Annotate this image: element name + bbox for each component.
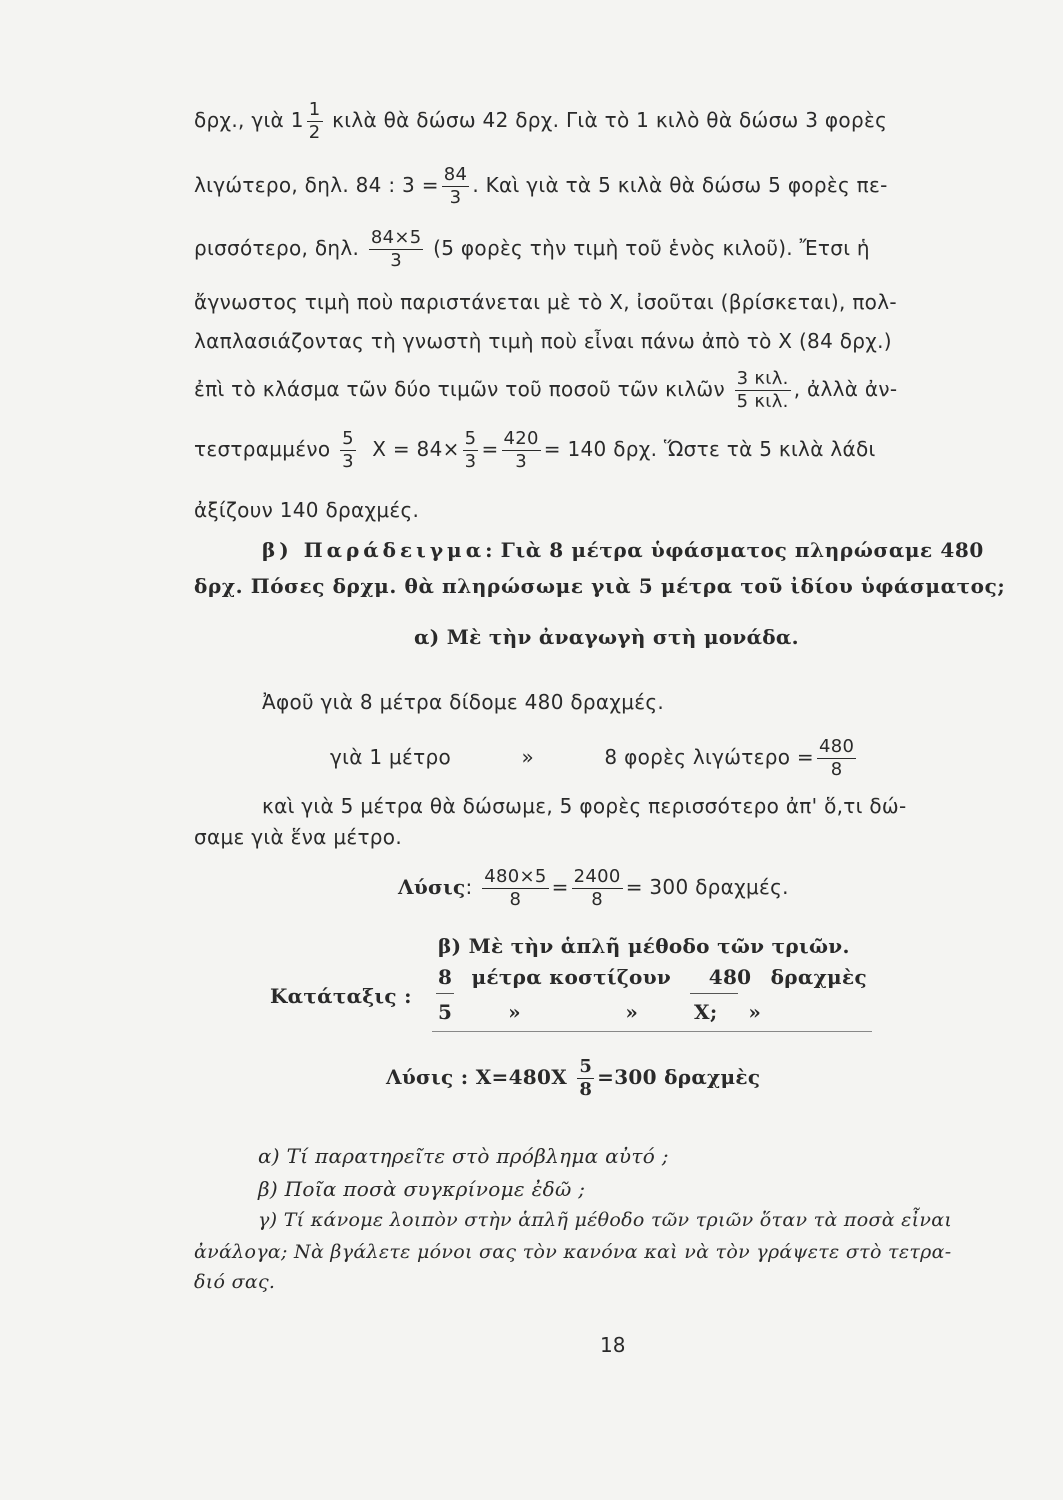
question-3-cont: ἀνάλογα; Νὰ βγάλετε μόνοι σας τὸν κανόνα καὶ νὰ τὸν γράψετε στὸ τετρα- <box>194 1241 952 1263</box>
text-line <box>194 101 887 142</box>
question-1: α) Τί παρατηρεῖτε στὸ πρόβλημα αὐτό ; <box>258 1144 669 1168</box>
solution-line: Λύσις: $\frac{480\times 5}{8}$ = $\frac{2400}{8}$ = 300 δραχμές. <box>398 866 789 910</box>
fraction: $\frac{480}{8}$ <box>819 736 855 780</box>
text-line: καὶ γιὰ 5 μέτρα θὰ δώσωμε, 5 φορὲς περισσότερο ἀπ' ὅ,τι δώ- <box>262 794 907 818</box>
kataxis-row-2: 5 » » Χ; » <box>438 1000 762 1024</box>
separator-line <box>432 1031 872 1032</box>
text-line: λαπλασιάζοντας τὴ γνωστὴ τιμὴ ποὺ εἶναι πάνω ἀπὸ τὸ Χ (84 δρχ.) <box>194 329 892 353</box>
example-label: β) Παράδειγμα <box>262 538 486 562</box>
example-line: δρχ. Πόσες δρχμ. θὰ πληρώσωμε γιὰ 5 μέτρα τοῦ ἰδίου ὑφάσματος; <box>194 574 1006 598</box>
text-line: γιὰ 1 μέτρο » 8 φορὲς λιγώτερο = $\frac{480}{8}$ <box>330 736 855 780</box>
kataxis-label: Κατάταξις : <box>270 984 412 1008</box>
value-divider <box>690 993 738 994</box>
section-heading: β) Μὲ τὴν ἁπλῆ μέθοδο τῶν τριῶν. <box>438 934 850 958</box>
fraction: $\frac{420}{3}$ <box>503 428 539 472</box>
example-line: β) Παράδειγμα: Γιὰ 8 μέτρα ὑφάσματος πληρώσαμε 480 <box>262 538 984 562</box>
text: κιλὰ θὰ δώσω 42 δρχ. Γιὰ τὸ 1 κιλὸ θὰ δώσω 3 φορὲς <box>332 108 888 132</box>
qty-divider <box>436 993 454 994</box>
text-line: ἐπὶ τὸ κλάσμα τῶν δύο τιμῶν τοῦ ποσοῦ τῶν κιλῶν $\frac{\text{3 κιλ.}}{\text{5 κιλ.}}$ , ἀλλὰ ἀν- <box>194 368 898 412</box>
text: δρχ., γιὰ 1 <box>194 108 304 132</box>
question-3-cont: διό σας. <box>194 1271 276 1293</box>
fraction: $\frac{84}{3}$ <box>443 164 468 208</box>
fraction: $\frac{1}{2}$ <box>308 99 321 143</box>
text-line: ἀξίζουν 140 δραχμές. <box>194 498 420 522</box>
fraction: $\frac{2400}{8}$ <box>573 866 621 910</box>
fraction: $\frac{480\times 5}{8}$ <box>484 866 547 910</box>
section-heading: α) Μὲ τὴν ἀναγωγὴ στὴ μονάδα. <box>414 625 799 649</box>
fraction: $\frac{5}{3}$ <box>342 428 354 472</box>
fraction: $\frac{5}{8}$ <box>579 1056 593 1100</box>
text-line: Ἀφοῦ γιὰ 8 μέτρα δίδομε 480 δραχμές. <box>262 690 665 714</box>
kataxis-row-1: 8 μέτρα κοστίζουν 480 δραχμὲς <box>438 965 867 989</box>
text-line: σαμε γιὰ ἕνα μέτρο. <box>194 825 402 849</box>
text-line: λιγώτερο, δηλ. 84 : 3 = $\frac{84}{3}$ . Καὶ γιὰ τὰ 5 κιλὰ θὰ δώσω 5 φορὲς πε- <box>194 164 888 208</box>
question-3: γ) Τί κάνομε λοιπὸν στὴν ἁπλῆ μέθοδο τῶν τριῶν ὅταν τὰ ποσὰ εἶναι <box>258 1209 953 1231</box>
fraction: $\frac{84\times 5}{3}$ <box>370 227 422 271</box>
question-2: β) Ποῖα ποσὰ συγκρίνομε ἐδῶ ; <box>258 1177 586 1201</box>
fraction: $\frac{5}{3}$ <box>464 428 477 472</box>
text-line: ρισσότερο, δηλ. $\frac{84\times 5}{3}$ (5 φορὲς τὴν τιμὴ τοῦ ἑνὸς κιλοῦ). Ἔτσι ἡ <box>194 227 870 271</box>
fraction: $\frac{\text{3 κιλ.}}{\text{5 κιλ.}}$ <box>736 368 789 412</box>
text-line: ἄγνωστος τιμὴ ποὺ παριστάνεται μὲ τὸ Χ, ἰσοῦται (βρίσκεται), πολ- <box>194 290 897 314</box>
page-number: 18 <box>600 1333 626 1357</box>
solution-line: Λύσις : Χ=480Χ $\frac{5}{8}$ =300 δραχμὲς <box>386 1056 761 1100</box>
text-line: τεστραμμένο $\frac{5}{3}$ Χ = 84× $\frac{5}{3}$ = $\frac{420}{3}$ = 140 δρχ. Ὥστε τὰ 5 κιλὰ λάδι <box>194 428 876 472</box>
